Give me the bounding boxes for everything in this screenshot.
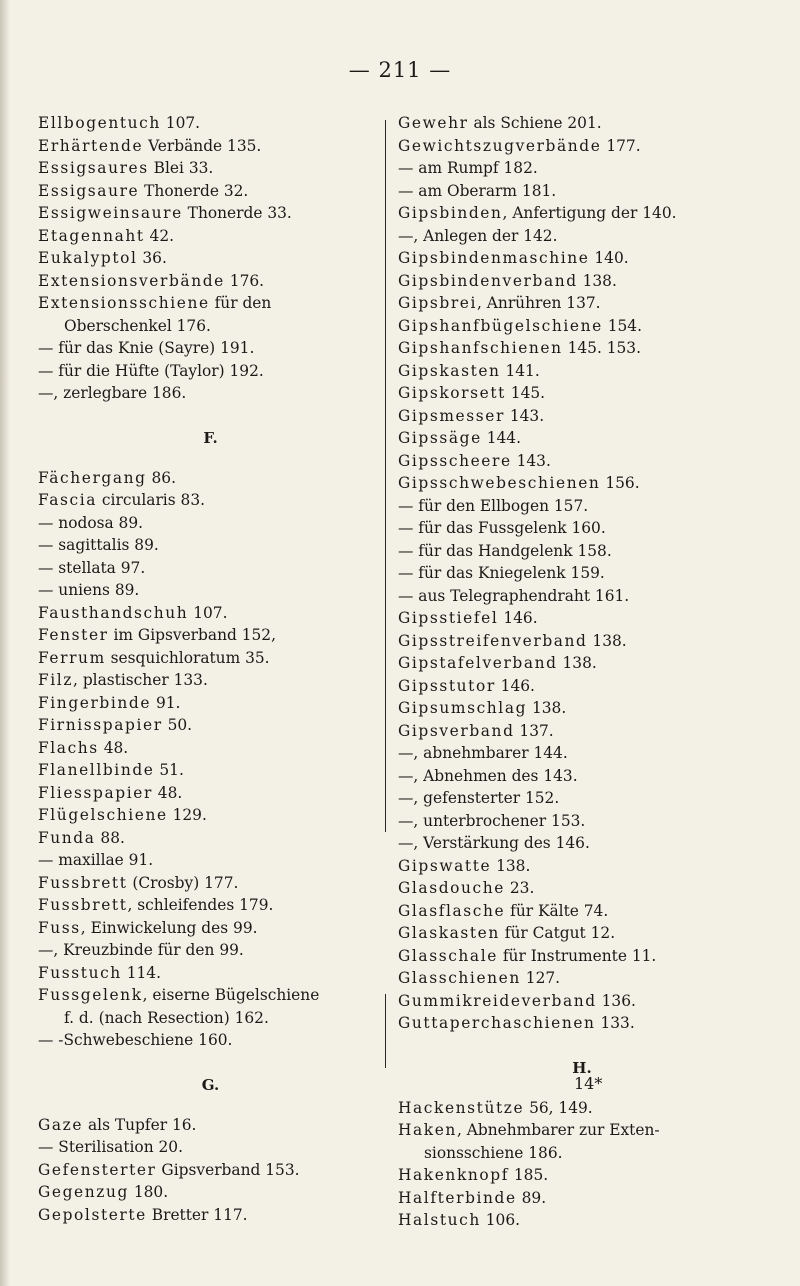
index-entry-text: 86. [146,468,176,487]
index-entry [398,495,766,518]
index-entry [38,984,383,1007]
index-entry-headword: Gipstafelverband [398,654,558,672]
index-entry [398,360,766,383]
index-entry-text: Oberschenkel 176. [64,316,211,335]
index-entry-headword: Ferrum [38,648,106,667]
index-entry-headword: Gipsscheere [398,451,512,470]
index-entry-text: im Gipsverband 152, [108,626,276,644]
index-entry [398,1119,766,1142]
index-entry [398,1142,766,1165]
index-entry-text: —, Anlegen der 142. [398,226,558,245]
index-entry-text: 127. [520,969,561,987]
index-group-g [38,1114,383,1227]
column-divider-bottom [385,994,386,1068]
index-entry [38,669,383,692]
section-heading-f: F. [203,428,218,447]
index-entry [38,112,383,135]
index-entry [38,202,383,225]
index-entry [38,827,383,850]
index-entry [398,270,766,293]
index-entry-text: 143. [504,406,545,425]
index-entry-text: für Kälte 74. [505,901,609,920]
index-entry [38,804,383,827]
index-entry [38,315,383,338]
index-entry-text: 56, 149. [524,1098,593,1117]
index-entry-text: 137. [514,721,554,740]
index-entry-headword: Fingerbinde [38,693,152,712]
index-entry [38,692,383,715]
index-entry-headword: Erhärtende [38,136,144,155]
index-entry-text: (Crosby) 177. [127,873,239,892]
index-entry [398,450,766,473]
index-entry-text: , Einwickelung des 99. [80,918,258,937]
index-entry [38,849,383,872]
index-entry-headword: Hackenstütze [398,1098,525,1117]
index-entry-headword: Essigweinsaure [38,204,183,222]
index-entry-text: 107. [160,114,201,132]
page-edge-shadow [0,0,10,1286]
index-entry-text: — aus Telegraphendraht 161. [398,586,630,605]
index-entry-headword: Filz [38,671,74,689]
index-entry [398,382,766,405]
index-entry [398,787,766,810]
index-entry [398,1209,766,1232]
index-entry [398,1164,766,1187]
index-entry [398,855,766,878]
index-entry-text: — -Schwebeschiene 160. [38,1031,233,1049]
index-entry [38,534,383,557]
index-entry-text: , schleifendes 179. [127,896,274,914]
index-entry-text: —, zerlegbare 186. [38,384,187,402]
index-entry-text: — für das Handgelenk 158. [398,541,612,560]
index-entry-text: 36. [137,249,167,267]
index-entry [398,427,766,450]
index-entry-headword: Gaze [38,1115,84,1134]
index-entry [38,714,383,737]
index-entry-text: 136. [596,991,636,1010]
index-entry-text: 144. [481,429,521,447]
signature-mark: 14* [574,1074,603,1093]
index-entry-headword: Extensionsschiene [38,294,210,312]
index-entry-text: —, Abnehmen des 143. [398,766,578,785]
index-entry-text: Blei 33. [148,159,214,177]
index-entry-text: 114. [121,963,161,982]
index-entry [38,180,383,203]
index-entry-text: 51. [154,761,184,779]
index-column-right [398,112,766,1232]
index-entry [38,782,383,805]
index-entry [398,675,766,698]
index-entry-text: Bretter 117. [146,1205,248,1224]
index-group-e [38,112,383,405]
index-entry-headword: Glasdouche [398,879,505,897]
index-entry [398,607,766,630]
index-entry-headword: Flügelschiene [38,806,168,824]
index-entry [398,742,766,765]
index-group-f [38,467,383,1052]
index-entry [398,472,766,495]
index-entry-text: —, abnehmbarer 144. [398,744,568,762]
index-entry [38,759,383,782]
index-entry [398,720,766,743]
index-entry-headword: Gipsstreifenverband [398,631,588,650]
index-entry [38,1181,383,1204]
index-entry-text: 23. [504,879,535,897]
index-entry [38,602,383,625]
index-entry [38,135,383,158]
index-entry-text: 141. [500,361,540,380]
index-entry-headword: Gipsmesser [398,406,505,425]
index-entry [398,832,766,855]
index-entry-headword: Flachs [38,738,99,757]
index-entry [38,894,383,917]
index-entry-text: 133. [595,1014,635,1032]
index-entry [38,247,383,270]
index-entry-headword: Halstuch [398,1211,481,1229]
index-entry-text: — am Rumpf 182. [398,159,538,177]
index-entry-text: 156. [600,474,640,492]
index-entry-text: 42. [144,226,175,245]
index-entry [38,917,383,940]
section-heading-h: H. [572,1058,592,1077]
index-entry-text: als Tupfer 16. [83,1115,197,1134]
index-entry [398,562,766,585]
index-entry-headword: Fuss [38,918,81,937]
index-entry-headword: Gipshanfschienen [398,339,563,357]
index-entry-text: 140. [589,249,629,267]
index-entry-headword: Ellbogentuch [38,114,161,132]
index-entry [398,135,766,158]
index-entry [38,292,383,315]
index-entry-headword: Gipskasten [398,361,501,380]
index-entry [38,225,383,248]
index-entry-text: , Anfertigung der 140. [502,204,677,222]
index-entry-headword: Fusstuch [38,963,122,982]
index-entry-text: 146. [498,609,538,627]
index-entry-headword: Hakenknopf [398,1166,509,1184]
index-entry-headword: Glasschale [398,946,498,965]
index-entry [398,922,766,945]
index-entry-headword: Fussbrett [38,896,128,914]
index-entry-headword: Etagennaht [38,226,145,245]
index-entry-text: für den [209,294,272,312]
index-entry-headword: Gipsumschlag [398,699,528,717]
index-entry-text: — am Oberarm 181. [398,181,557,200]
index-entry [398,517,766,540]
index-entry-text: —, gefensterter 152. [398,789,560,807]
index-entry-headword: Gegenzug [38,1183,129,1201]
index-entry-headword: Gewichtszugverbände [398,136,602,155]
index-entry [398,112,766,135]
index-entry [398,810,766,833]
index-group-g-continued [398,112,766,1035]
index-entry-text: , Anrühren 137. [477,294,601,312]
index-entry [398,652,766,675]
index-entry [38,1204,383,1227]
index-entry-headword: Essigsaures [38,159,149,177]
index-entry [398,1187,766,1210]
index-entry [38,337,383,360]
index-entry-text: , plastischer 133. [73,671,208,689]
index-entry [38,737,383,760]
index-entry-text: 88. [95,828,125,847]
index-entry-text: — Sterilisation 20. [38,1138,183,1156]
index-entry-text: 138. [491,856,531,875]
index-entry-headword: Funda [38,828,96,847]
index-entry-text: für Catgut 12. [499,924,616,942]
index-group-h [398,1097,766,1232]
index-entry [38,624,383,647]
index-entry-text: 145. [505,384,546,402]
index-entry-headword: Fussbrett [38,873,128,892]
index-entry-headword: Eukalyptol [38,249,138,267]
index-entry-text: 176. [224,271,265,290]
index-entry [398,315,766,338]
index-entry-headword: Haken [398,1121,457,1139]
index-entry-text: 106. [480,1211,521,1229]
index-entry [38,1114,383,1137]
index-entry-text: 138. [577,271,617,290]
index-entry-text: 177. [601,136,641,155]
index-entry-text: 89. [516,1188,547,1207]
index-entry-text: 146. [495,676,535,695]
index-entry-text: 48. [152,783,183,802]
index-entry-headword: Fliesspapier [38,783,153,802]
index-entry-headword: Gipswatte [398,856,492,875]
index-entry-headword: Fächergang [38,468,147,487]
index-entry-text: 91. [151,693,181,712]
index-entry [38,270,383,293]
index-entry-headword: Guttaperchaschienen [398,1014,596,1032]
index-entry [398,225,766,248]
index-entry [38,962,383,985]
index-entry-text: , Abnehmbarer zur Exten- [456,1121,660,1139]
index-entry [38,1159,383,1182]
index-entry [398,1012,766,1035]
index-entry [398,1097,766,1120]
index-entry [398,945,766,968]
index-entry-headword: Fenster [38,626,109,644]
index-entry [398,877,766,900]
index-entry-text: 185. [509,1166,549,1184]
index-column-left [38,112,383,1226]
index-entry-text: Gipsverband 153. [156,1160,300,1179]
index-entry-headword: Gipsstiefel [398,609,499,627]
index-entry [38,512,383,535]
index-entry [398,967,766,990]
index-entry-headword: Gipsbrei [398,294,478,312]
index-entry-headword: Gipsbinden [398,204,503,222]
index-entry-text: — stellata 97. [38,558,146,577]
index-entry [38,489,383,512]
index-entry-headword: Gepolsterte [38,1205,147,1224]
index-entry-headword: Fascia [38,491,98,509]
index-entry-text: — für die Hüfte (Taylor) 192. [38,361,264,380]
index-entry [398,990,766,1013]
index-entry-text: 154. [602,316,642,335]
index-entry-text: — maxillae 91. [38,851,154,869]
index-entry-headword: Fussgelenk [38,986,143,1004]
index-entry [38,1007,383,1030]
index-entry [38,382,383,405]
index-entry-headword: Essigsaure [38,181,140,200]
index-entry [38,157,383,180]
index-entry-text: — nodosa 89. [38,513,144,532]
index-entry-text: — für das Knie (Sayre) 191. [38,339,255,357]
index-entry-text: circularis 83. [97,491,205,509]
index-entry [398,540,766,563]
index-entry-text: 129. [167,806,207,824]
index-entry-text: Thonerde 33. [182,204,292,222]
index-entry [38,872,383,895]
index-entry-text: 138. [557,654,597,672]
index-entry-text: 143. [511,451,551,470]
column-divider-top [385,120,386,832]
index-entry-headword: Firnisspapier [38,716,163,734]
index-entry [38,1029,383,1052]
index-entry-text: —, unterbrochener 153. [398,811,586,830]
index-entry-text: als Schiene 201. [468,114,602,132]
index-entry-text: 138. [587,631,627,650]
index-entry-headword: Gipshanfbügelschiene [398,316,603,335]
index-entry [398,900,766,923]
index-entry-text: , eiserne Bügelschiene [142,986,320,1004]
index-entry-headword: Gipsbindenmaschine [398,249,590,267]
index-entry-headword: Gummikreideverband [398,991,597,1010]
index-entry-text: sionsschiene 186. [424,1143,563,1162]
index-entry-text: 138. [527,699,567,717]
index-entry [398,180,766,203]
index-entry [38,360,383,383]
index-entry-text: 145. 153. [562,339,641,357]
index-entry-text: sesquichloratum 35. [105,648,270,667]
index-entry-headword: Gewehr [398,114,469,132]
index-entry-headword: Gipsverband [398,721,515,740]
index-entry [398,697,766,720]
index-entry-text: für Instrumente 11. [497,946,657,965]
index-entry-headword: Glasschienen [398,969,521,987]
index-entry [398,157,766,180]
index-entry-text: — für das Fussgelenk 160. [398,519,606,537]
index-entry [398,202,766,225]
index-entry-text: 107. [188,603,228,622]
index-entry-text: — sagittalis 89. [38,536,159,554]
index-entry [398,630,766,653]
index-entry [38,1136,383,1159]
index-entry [38,647,383,670]
index-entry-headword: Gipsstutor [398,676,496,695]
index-entry [38,939,383,962]
page-number: — 211 — [348,58,452,82]
index-entry-text: —, Verstärkung des 146. [398,834,590,852]
index-entry-text: Verbände 135. [143,136,262,155]
index-entry-headword: Extensionsverbände [38,271,225,290]
index-entry-headword: Flanellbinde [38,761,155,779]
index-entry-text: — für das Kniegelenk 159. [398,564,605,582]
index-entry-text: 48. [98,738,129,757]
index-entry-text: — uniens 89. [38,581,140,599]
index-entry-headword: Gipskorsett [398,384,506,402]
index-entry [38,579,383,602]
index-entry [398,765,766,788]
index-entry [38,557,383,580]
index-entry-text: —, Kreuzbinde für den 99. [38,941,244,959]
index-entry-text: f. d. (nach Resection) 162. [64,1008,269,1027]
index-entry-headword: Glasflasche [398,901,506,920]
index-entry [398,292,766,315]
index-entry-headword: Gipsschwebeschienen [398,474,601,492]
index-entry-text: 180. [128,1183,169,1201]
index-entry [398,247,766,270]
index-entry-headword: Halfterbinde [398,1188,517,1207]
index-entry-text: 50. [162,716,193,734]
section-heading-g: G. [201,1075,220,1094]
index-entry [398,405,766,428]
index-entry-headword: Gefensterter [38,1160,157,1179]
index-entry-headword: Fausthandschuh [38,603,189,622]
index-entry-text: Thonerde 32. [139,181,249,200]
index-entry [398,337,766,360]
index-entry [38,467,383,490]
index-entry [398,585,766,608]
index-entry-headword: Glaskasten [398,924,500,942]
index-entry-headword: Gipsbindenverband [398,271,578,290]
index-entry-text: — für den Ellbogen 157. [398,496,589,515]
index-entry-headword: Gipssäge [398,429,482,447]
